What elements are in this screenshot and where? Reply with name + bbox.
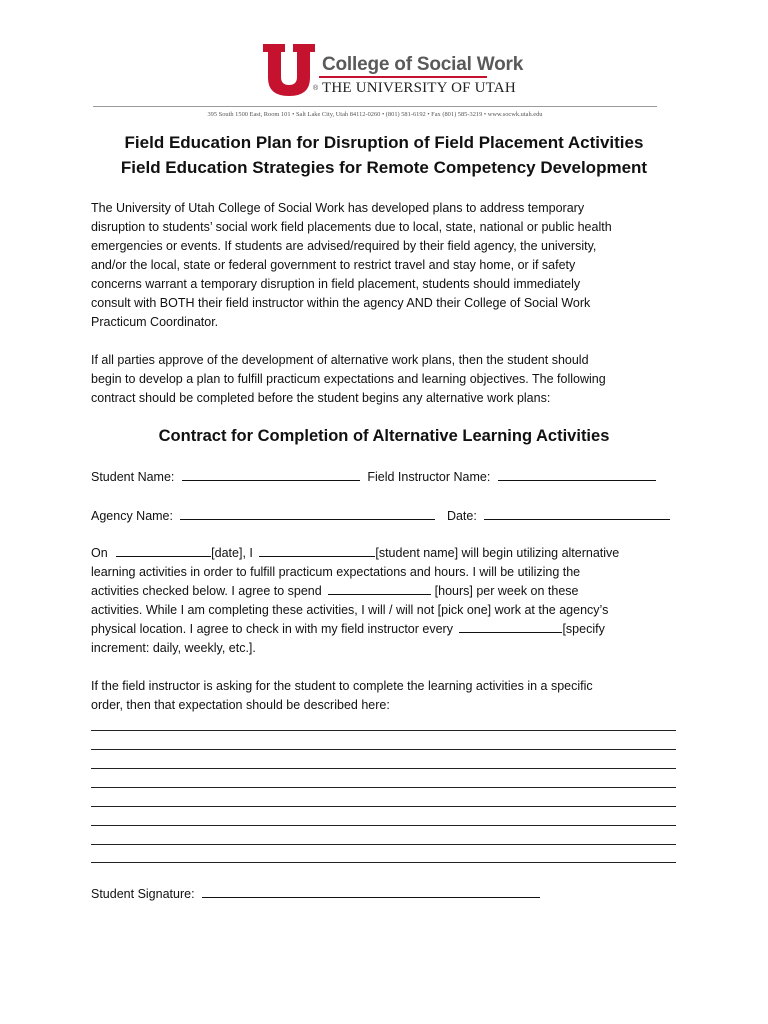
letterhead-divider xyxy=(93,106,657,107)
college-name: College of Social Work xyxy=(322,54,524,75)
signature-row xyxy=(91,885,540,904)
expectation-write-line[interactable] xyxy=(91,768,676,769)
field-instructor-label: Field Instructor Name: xyxy=(367,470,491,484)
student-signature-field[interactable] xyxy=(202,885,540,898)
agreement-text: On xyxy=(91,546,108,560)
expectation-write-line[interactable] xyxy=(91,862,676,863)
hours-field[interactable] xyxy=(328,582,431,595)
check-in-increment-field[interactable] xyxy=(459,620,562,633)
intro-paragraph-line: and/or the local, state or federal government to restrict travel and stay home, or if safety xyxy=(91,258,576,272)
agreement-line xyxy=(91,620,605,639)
university-name: THE UNIVERSITY OF UTAH xyxy=(322,80,516,96)
date-field[interactable] xyxy=(484,507,670,520)
agency-and-date-row xyxy=(91,507,670,526)
expectation-write-line[interactable] xyxy=(91,844,676,845)
expectation-write-line[interactable] xyxy=(91,825,676,826)
expectation-write-line[interactable] xyxy=(91,787,676,788)
agreement-line xyxy=(91,582,579,601)
signature-label: Student Signature: xyxy=(91,887,195,901)
agency-name-field[interactable] xyxy=(180,507,435,520)
agreement-text: [date], I xyxy=(211,546,253,560)
document-title: Field Education Plan for Disruption of Field Placement Activities xyxy=(124,133,644,152)
intro-paragraph-line: concerns warrant a temporary disruption in field placement, students should immediately xyxy=(91,277,581,291)
approval-paragraph-line: begin to develop a plan to fulfill practicum expectations and learning objectives. The following xyxy=(91,372,606,386)
agreement-line: activities. While I am completing these activities, I will / will not [pick one] work at the agency’s xyxy=(91,603,609,617)
document-subtitle: Field Education Strategies for Remote Competency Development xyxy=(120,158,648,177)
intro-paragraph-line: The University of Utah College of Social Work has developed plans to address temporary xyxy=(91,201,585,215)
expectation-write-line[interactable] xyxy=(91,749,676,750)
registered-mark: ® xyxy=(313,85,319,92)
agreement-text: physical location. I agree to check in with my field instructor every xyxy=(91,622,453,636)
agreement-text: [student name] will begin utilizing alternative xyxy=(375,546,620,560)
agreement-line: learning activities in order to fulfill practicum expectations and hours. I will be utilizing the xyxy=(91,565,581,579)
field-instructor-name-field[interactable] xyxy=(498,468,656,481)
order-instruction-line: If the field instructor is asking for the student to complete the learning activities in a specific xyxy=(91,679,593,693)
agreement-line xyxy=(91,544,619,563)
approval-paragraph-line: If all parties approve of the development of alternative work plans, then the student should xyxy=(91,353,589,367)
intro-paragraph-line: consult with BOTH their field instructor within the agency AND their College of Social Work xyxy=(91,296,591,310)
agreement-text: [hours] per week on these xyxy=(434,584,579,598)
intro-paragraph-line: disruption to students’ social work field placements due to local, state, national or public health xyxy=(91,220,612,234)
intro-paragraph-line: emergencies or events. If students are advised/required by their field agency, the university, xyxy=(91,239,597,253)
order-instruction-line: order, then that expectation should be described here: xyxy=(91,698,390,712)
letterhead-address: 395 South 1500 East, Room 101 • Salt Lake City, Utah 84112-0260 • (801) 581-6192 • Fax (801) 585-3219 • www.socwk.utah.edu xyxy=(207,111,543,118)
student-name-inline-field[interactable] xyxy=(259,544,375,557)
contract-title: Contract for Completion of Alternative Learning Activities xyxy=(158,427,610,445)
agreement-text: activities checked below. I agree to spend xyxy=(91,584,322,598)
university-u-logo-icon xyxy=(263,44,315,96)
date-label: Date: xyxy=(446,509,477,523)
expectation-write-line[interactable] xyxy=(91,730,676,731)
approval-paragraph-line: contract should be completed before the student begins any alternative work plans: xyxy=(91,391,551,405)
student-and-instructor-row xyxy=(91,468,656,487)
agreement-text: [specify xyxy=(562,622,605,636)
student-name-field[interactable] xyxy=(182,468,360,481)
student-name-label: Student Name: xyxy=(91,470,175,484)
agreement-line: increment: daily, weekly, etc.]. xyxy=(91,641,256,655)
intro-paragraph-line: Practicum Coordinator. xyxy=(91,315,219,329)
expectation-write-line[interactable] xyxy=(91,806,676,807)
logo-rule xyxy=(319,76,487,78)
start-date-field[interactable] xyxy=(116,544,211,557)
agency-name-label: Agency Name: xyxy=(91,509,173,523)
